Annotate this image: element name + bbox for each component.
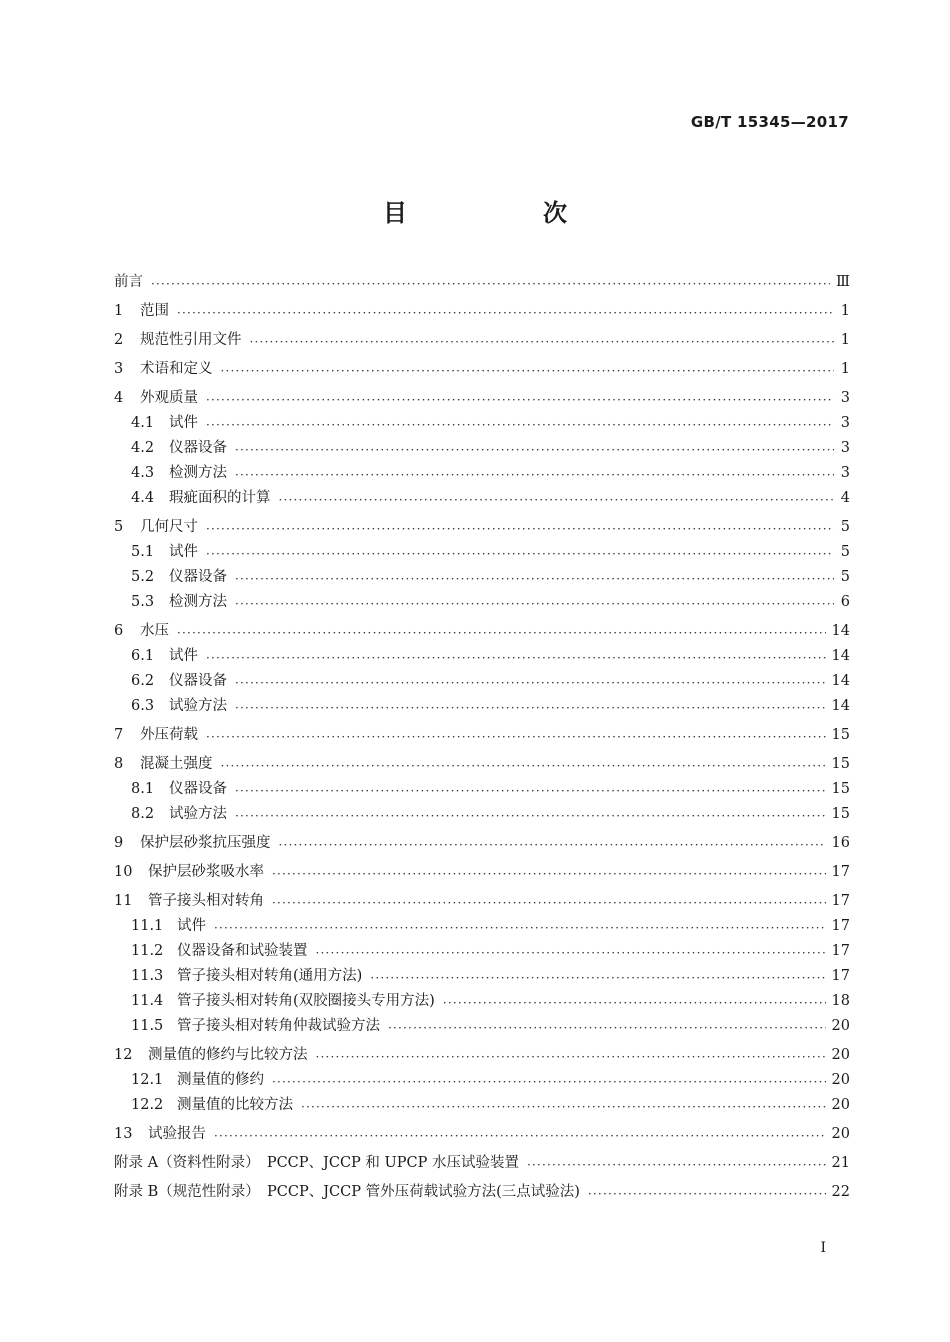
toc-entry-label: 外压荷载 (140, 727, 198, 743)
dot-leader (206, 546, 834, 560)
dot-leader (235, 467, 834, 481)
toc-entry-number: 11 (114, 893, 133, 909)
toc-entry[interactable] (114, 357, 850, 382)
toc-entry-number: 13 (114, 1126, 133, 1142)
toc-entry-page: 17 (831, 893, 850, 909)
dot-leader (250, 334, 835, 348)
toc-entry-label: 测量值的比较方法 (177, 1097, 293, 1113)
toc-subentry[interactable] (114, 802, 850, 827)
toc-entry-label: 附录 B（规范性附录） PCCP、JCCP 管外压荷载试验方法(三点试验法) (114, 1184, 580, 1200)
toc-entry-number: 11.4 (131, 993, 164, 1009)
toc-entry-number: 10 (114, 864, 133, 880)
dot-leader (235, 571, 834, 585)
toc-entry-page: 3 (840, 390, 850, 406)
toc-entry-label: 试件 (169, 415, 198, 431)
toc-entry-page: 15 (831, 727, 850, 743)
page-title: 目 次 (383, 198, 623, 227)
dot-leader (370, 970, 825, 984)
toc-entry-page: Ⅲ (836, 274, 850, 290)
toc-entry-number: 4.4 (131, 490, 155, 506)
toc-entry-page: 15 (831, 781, 850, 797)
toc-entry-number: 8 (114, 756, 124, 772)
toc-entry-page: 4 (840, 490, 850, 506)
toc-entry-number: 6 (114, 623, 124, 639)
toc-entry-page: 15 (831, 806, 850, 822)
toc-entry-page: 17 (831, 918, 850, 934)
dot-leader (206, 392, 834, 406)
toc-entry-label: 仪器设备和试验装置 (177, 943, 308, 959)
toc-subentry[interactable] (114, 411, 850, 436)
toc-subentry[interactable] (114, 644, 850, 669)
toc-entry-page: 20 (831, 1097, 850, 1113)
toc-entry-number: 2 (114, 332, 124, 348)
toc-entry-label: 检测方法 (169, 465, 227, 481)
toc-entry-label: 规范性引用文件 (140, 332, 242, 348)
toc-subentry[interactable] (114, 1068, 850, 1093)
toc-entry-label: 混凝土强度 (140, 756, 213, 772)
toc-entry-label: 仪器设备 (169, 673, 227, 689)
toc-entry-page: 1 (840, 361, 850, 377)
dot-leader (588, 1186, 826, 1200)
toc-entry-label: 仪器设备 (169, 440, 227, 456)
dot-leader (235, 808, 826, 822)
toc-entry-label: 试件 (169, 648, 198, 664)
toc-entry-label: 管子接头相对转角(通用方法) (177, 968, 363, 984)
toc-entry-page: 14 (831, 623, 850, 639)
toc-subentry[interactable] (114, 694, 850, 719)
toc-entry-label: 试验方法 (169, 698, 227, 714)
toc-entry-number: 5.1 (131, 544, 155, 560)
dot-leader (316, 1049, 826, 1063)
dot-leader (272, 895, 826, 909)
dot-leader (235, 675, 826, 689)
dot-leader (235, 700, 826, 714)
toc-entry-page: 20 (831, 1072, 850, 1088)
toc-subentry[interactable] (114, 914, 850, 939)
toc-entry-label: 保护层砂浆吸水率 (148, 864, 264, 880)
toc-entry-label: 仪器设备 (169, 781, 227, 797)
toc-subentry[interactable] (114, 1093, 850, 1118)
toc-subentry[interactable] (114, 590, 850, 615)
toc-entry-number: 12.2 (131, 1097, 164, 1113)
toc-entry[interactable] (114, 270, 850, 295)
toc-entry-label: 试验方法 (169, 806, 227, 822)
toc-entry-number: 6.1 (131, 648, 155, 664)
dot-leader (301, 1099, 826, 1113)
toc-entry-page: 3 (840, 415, 850, 431)
toc-entry-page: 17 (831, 968, 850, 984)
toc-entry-page: 16 (831, 835, 850, 851)
toc-entry[interactable] (114, 299, 850, 324)
dot-leader (206, 650, 826, 664)
toc-entry-label: 仪器设备 (169, 569, 227, 585)
dot-leader (527, 1157, 826, 1171)
dot-leader (443, 995, 826, 1009)
toc-entry-page: 14 (831, 648, 850, 664)
toc-entry[interactable] (114, 831, 850, 856)
toc-entry-label: 前言 (114, 274, 143, 290)
toc-entry-label: 附录 A（资料性附录） PCCP、JCCP 和 UPCP 水压试验装置 (114, 1155, 519, 1171)
toc-entry-page: 5 (840, 519, 850, 535)
dot-leader (206, 521, 834, 535)
toc-entry-page: 15 (831, 756, 850, 772)
toc-entry-page: 18 (831, 993, 850, 1009)
toc-subentry[interactable] (114, 939, 850, 964)
dot-leader (279, 837, 826, 851)
toc-entry-number: 4 (114, 390, 124, 406)
dot-leader (206, 729, 826, 743)
toc-entry-number: 8.1 (131, 781, 155, 797)
toc-entry-label: 管子接头相对转角(双胶圈接头专用方法) (177, 993, 435, 1009)
toc-entry-number: 6.2 (131, 673, 155, 689)
toc-entry-page: 22 (831, 1184, 850, 1200)
dot-leader (235, 442, 834, 456)
toc-entry-number: 1 (114, 303, 124, 319)
toc-entry-page: 14 (831, 673, 850, 689)
toc-subentry[interactable] (114, 486, 850, 511)
toc-entry[interactable] (114, 515, 850, 540)
toc-entry[interactable] (114, 1151, 850, 1176)
toc-entry-label: 检测方法 (169, 594, 227, 610)
toc-entry[interactable] (114, 752, 850, 777)
toc-entry-page: 6 (840, 594, 850, 610)
toc-entry[interactable] (114, 1043, 850, 1068)
toc-entry-label: 水压 (140, 623, 169, 639)
toc-subentry[interactable] (114, 989, 850, 1014)
toc-entry[interactable] (114, 723, 850, 748)
toc-entry-number: 12 (114, 1047, 133, 1063)
toc-entry-label: 范围 (140, 303, 169, 319)
dot-leader (214, 1128, 826, 1142)
dot-leader (272, 866, 826, 880)
toc-entry-label: 保护层砂浆抗压强度 (140, 835, 271, 851)
dot-leader (214, 920, 826, 934)
toc-subentry[interactable] (114, 669, 850, 694)
toc-entry-label: 测量值的修约与比较方法 (148, 1047, 308, 1063)
dot-leader (206, 417, 834, 431)
toc-subentry[interactable] (114, 964, 850, 989)
toc-entry[interactable] (114, 619, 850, 644)
dot-leader (388, 1020, 826, 1034)
dot-leader (272, 1074, 826, 1088)
toc-entry-number: 11.1 (131, 918, 164, 934)
toc-entry-label: 测量值的修约 (177, 1072, 264, 1088)
toc-entry-number: 5.3 (131, 594, 155, 610)
toc-subentry[interactable] (114, 436, 850, 461)
toc-entry-label: 几何尺寸 (140, 519, 198, 535)
dot-leader (235, 596, 834, 610)
toc-entry-number: 4.1 (131, 415, 155, 431)
dot-leader (177, 625, 826, 639)
toc-entry-page: 3 (840, 465, 850, 481)
toc-entry-number: 5 (114, 519, 124, 535)
toc-entry-label: 试件 (177, 918, 206, 934)
toc-entry-label: 外观质量 (140, 390, 198, 406)
toc-entry-number: 5.2 (131, 569, 155, 585)
dot-leader (177, 305, 834, 319)
toc-entry-number: 8.2 (131, 806, 155, 822)
toc-entry-page: 5 (840, 569, 850, 585)
toc-entry-number: 11.2 (131, 943, 164, 959)
dot-leader (316, 945, 826, 959)
toc-entry[interactable] (114, 1122, 850, 1147)
dot-leader (235, 783, 826, 797)
toc-entry-page: 21 (831, 1155, 850, 1171)
toc-entry-number: 4.3 (131, 465, 155, 481)
toc-entry-number: 11.5 (131, 1018, 164, 1034)
toc-entry-label: 管子接头相对转角仲裁试验方法 (177, 1018, 380, 1034)
toc-subentry[interactable] (114, 777, 850, 802)
toc-entry-label: 术语和定义 (140, 361, 213, 377)
toc-subentry[interactable] (114, 461, 850, 486)
toc-entry-label: 管子接头相对转角 (148, 893, 264, 909)
toc-entry-label: 试验报告 (148, 1126, 206, 1142)
toc-entry[interactable] (114, 889, 850, 914)
toc-entry-page: 17 (831, 943, 850, 959)
toc-entry-page: 20 (831, 1126, 850, 1142)
dot-leader (221, 363, 835, 377)
toc-entry-label: 试件 (169, 544, 198, 560)
toc-entry-number: 12.1 (131, 1072, 164, 1088)
toc-entry-page: 5 (840, 544, 850, 560)
toc-entry-number: 9 (114, 835, 124, 851)
toc-entry[interactable] (114, 860, 850, 885)
dot-leader (279, 492, 835, 506)
table-of-contents (114, 270, 850, 1205)
toc-entry-number: 7 (114, 727, 124, 743)
toc-entry-page: 1 (840, 332, 850, 348)
standard-code: GB/T 15345—2017 (690, 113, 849, 131)
toc-entry-number: 4.2 (131, 440, 155, 456)
toc-entry-page: 17 (831, 864, 850, 880)
dot-leader (221, 758, 826, 772)
toc-subentry[interactable] (114, 565, 850, 590)
toc-entry-number: 6.3 (131, 698, 155, 714)
toc-entry-page: 3 (840, 440, 850, 456)
toc-subentry[interactable] (114, 540, 850, 565)
footer-page-number: I (820, 1240, 826, 1256)
toc-entry-label: 瑕疵面积的计算 (169, 490, 271, 506)
toc-entry-page: 14 (831, 698, 850, 714)
toc-entry-page: 20 (831, 1018, 850, 1034)
dot-leader (151, 276, 830, 290)
toc-entry-number: 11.3 (131, 968, 164, 984)
toc-entry[interactable] (114, 386, 850, 411)
toc-entry-page: 20 (831, 1047, 850, 1063)
toc-entry[interactable] (114, 1180, 850, 1205)
toc-entry-page: 1 (840, 303, 850, 319)
toc-subentry[interactable] (114, 1014, 850, 1039)
toc-entry[interactable] (114, 328, 850, 353)
toc-entry-number: 3 (114, 361, 124, 377)
